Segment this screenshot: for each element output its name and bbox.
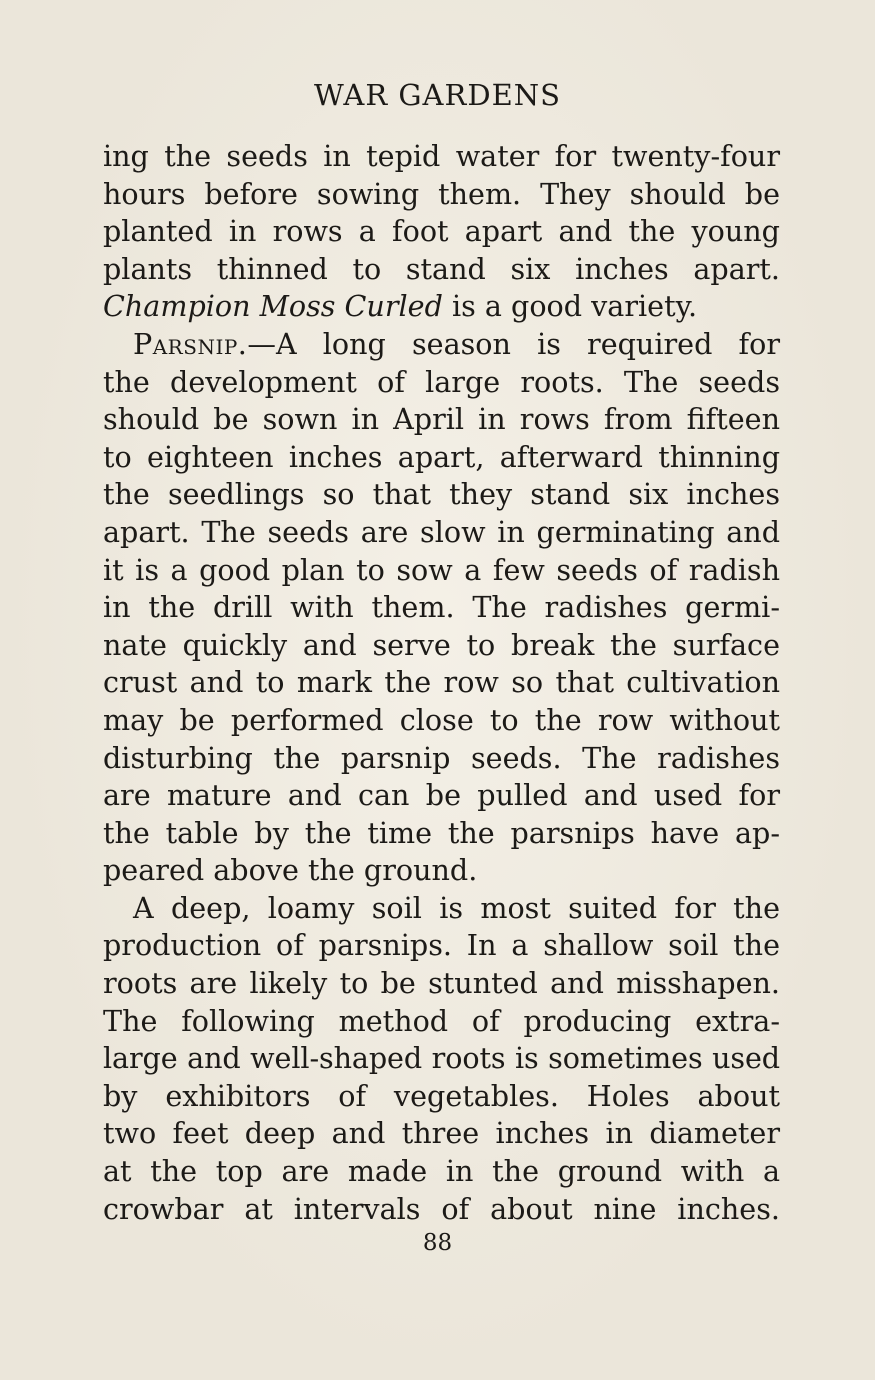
paragraph-2-line-10: crust and to mark the row so that cultivation	[103, 665, 780, 700]
paragraph-3-line-4: The following method of producing extra-	[103, 1003, 780, 1038]
paragraph-2-line-1	[103, 326, 780, 364]
running-head: WAR GARDENS	[314, 78, 561, 112]
paragraph-2-line-12: disturbing the parsnip seeds. The radishes	[103, 740, 780, 775]
paragraph-2-line-3: should be sown in April in rows from fifteen	[103, 402, 780, 437]
paragraph-3-line-7: two feet deep and three inches in diameter	[103, 1116, 780, 1151]
paragraph-1-line-1: ing the seeds in tepid water for twenty-four	[103, 139, 780, 173]
paragraph-2-line-1-rest: —A long season is required for	[247, 326, 780, 361]
paragraph-1-line-5-rest: is a good variety.	[451, 289, 698, 324]
paragraph-1-line-2: hours before sowing them. They should be	[103, 176, 780, 211]
paragraph-2-line-2: the development of large roots. The seeds	[103, 364, 780, 399]
variety-name: Champion Moss Curled	[103, 289, 443, 324]
paragraph-2-line-11: may be performed close to the row without	[103, 702, 780, 737]
paragraph-1-line-4: plants thinned to stand six inches apart.	[103, 251, 780, 286]
page-number: 88	[422, 1230, 453, 1256]
paragraph-2-line-9: nate quickly and serve to break the surface	[103, 627, 780, 662]
paragraph-3-line-2: production of parsnips. In a shallow soil the	[103, 928, 780, 963]
paragraph-2-line-15: peared above the ground.	[103, 853, 478, 888]
paragraph-3-line-3: roots are likely to be stunted and misshapen.	[103, 966, 780, 1001]
paragraph-2-line-8: in the drill with them. The radishes germi-	[103, 590, 780, 625]
paragraph-2-line-5: the seedlings so that they stand six inches	[103, 477, 780, 512]
paragraph-3-line-6: by exhibitors of vegetables. Holes about	[103, 1078, 780, 1113]
paragraph-1-line-3: planted in rows a foot apart and the young	[103, 214, 780, 249]
paragraph-3-line-5: large and well-shaped roots is sometimes used	[103, 1041, 780, 1076]
paragraph-2-line-7: it is a good plan to sow a few seeds of radish	[103, 552, 780, 587]
paragraph-2-line-6: apart. The seeds are slow in germinating and	[103, 514, 780, 549]
paragraph-3-line-8: at the top are made in the ground with a	[103, 1154, 780, 1189]
body-text	[103, 138, 780, 1228]
paragraph-3-line-1: A deep, loamy soil is most suited for the	[133, 890, 780, 925]
paragraph-3-line-9: crowbar at intervals of about nine inches.	[103, 1191, 780, 1226]
paragraph-1-line-5	[103, 288, 780, 326]
paragraph-2-line-4: to eighteen inches apart, afterward thinning	[103, 439, 780, 474]
section-heading-parsnip: Parsnip.	[133, 326, 248, 361]
paragraph-2-line-13: are mature and can be pulled and used for	[103, 778, 780, 813]
paragraph-2-line-14: the table by the time the parsnips have ap-	[103, 815, 780, 850]
